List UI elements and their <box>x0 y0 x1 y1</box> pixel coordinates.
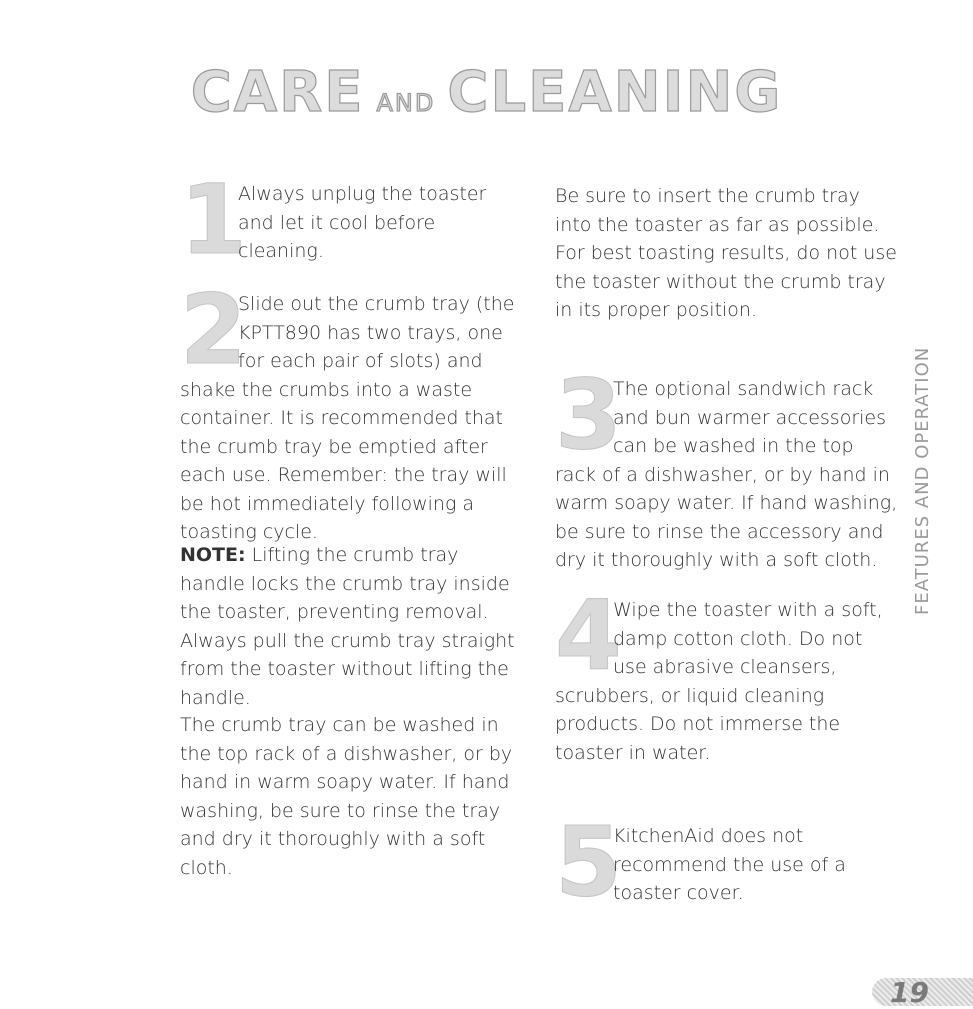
step-number-2: 2 <box>180 274 247 386</box>
insert-paragraph <box>555 182 900 325</box>
title-and: AND <box>376 89 436 117</box>
step-number-1: 1 <box>180 164 247 276</box>
wash-paragraph <box>180 711 525 882</box>
step-4-text: Wipe the toaster with a soft, damp cotton cloth. Do not use abrasive cleansers, scrubbers, or liquid cleaning products. Do not immerse the toaster in water. <box>555 599 883 764</box>
wash-text: The crumb tray can be washed in the top rack of a dishwasher, or by hand in warm soapy water. If hand washing, be sure to rinse the tray and dry it thoroughly with a soft cloth. <box>180 714 513 879</box>
step-2 <box>180 274 520 547</box>
side-tab-label: FEATURES AND OPERATION <box>912 346 933 615</box>
step-number-3: 3 <box>555 359 622 471</box>
step-number-4: 4 <box>555 580 622 692</box>
step-5 <box>555 806 900 918</box>
step-1 <box>180 164 520 276</box>
step-4 <box>555 580 900 767</box>
step-2-text: Slide out the crumb tray (the KPTT890 has two trays, one for each pair of slots) and shake the crumbs into a waste container. It is recommended that the crumb tray be emptied after each use. Remember: the tray will be hot immediately following a toasting cycle. <box>180 293 515 543</box>
insert-text: Be sure to insert the crumb tray into the toaster as far as possible. For best toasting results, do not use the toaster without the crumb tray in its proper position. <box>555 185 897 321</box>
page-title <box>0 60 973 125</box>
page-number-badge <box>872 976 973 1009</box>
page-number: 19 <box>890 976 929 1009</box>
step-5-text: KitchenAid does not recommend the use of a toaster cover. <box>613 825 846 904</box>
title-cleaning: CLEANING <box>447 60 783 125</box>
step-number-5: 5 <box>555 806 622 918</box>
note-paragraph <box>180 541 525 712</box>
title-care: CARE <box>190 60 365 125</box>
note-text: Lifting the crumb tray handle locks the crumb tray inside the toaster, preventing removal. Always pull the crumb tray straight from the toaster without lifting the handle. <box>180 544 515 709</box>
step-3-text: The optional sandwich rack and bun warmer accessories can be washed in the top rack of a dishwasher, or by hand in warm soapy water. If hand washing, be sure to rinse the accessory and dry it thoroughly with a soft cloth. <box>555 378 898 571</box>
step-1-text: Always unplug the toaster and let it cool before cleaning. <box>238 183 487 262</box>
step-3 <box>555 359 900 575</box>
note-label: NOTE: <box>180 544 246 566</box>
